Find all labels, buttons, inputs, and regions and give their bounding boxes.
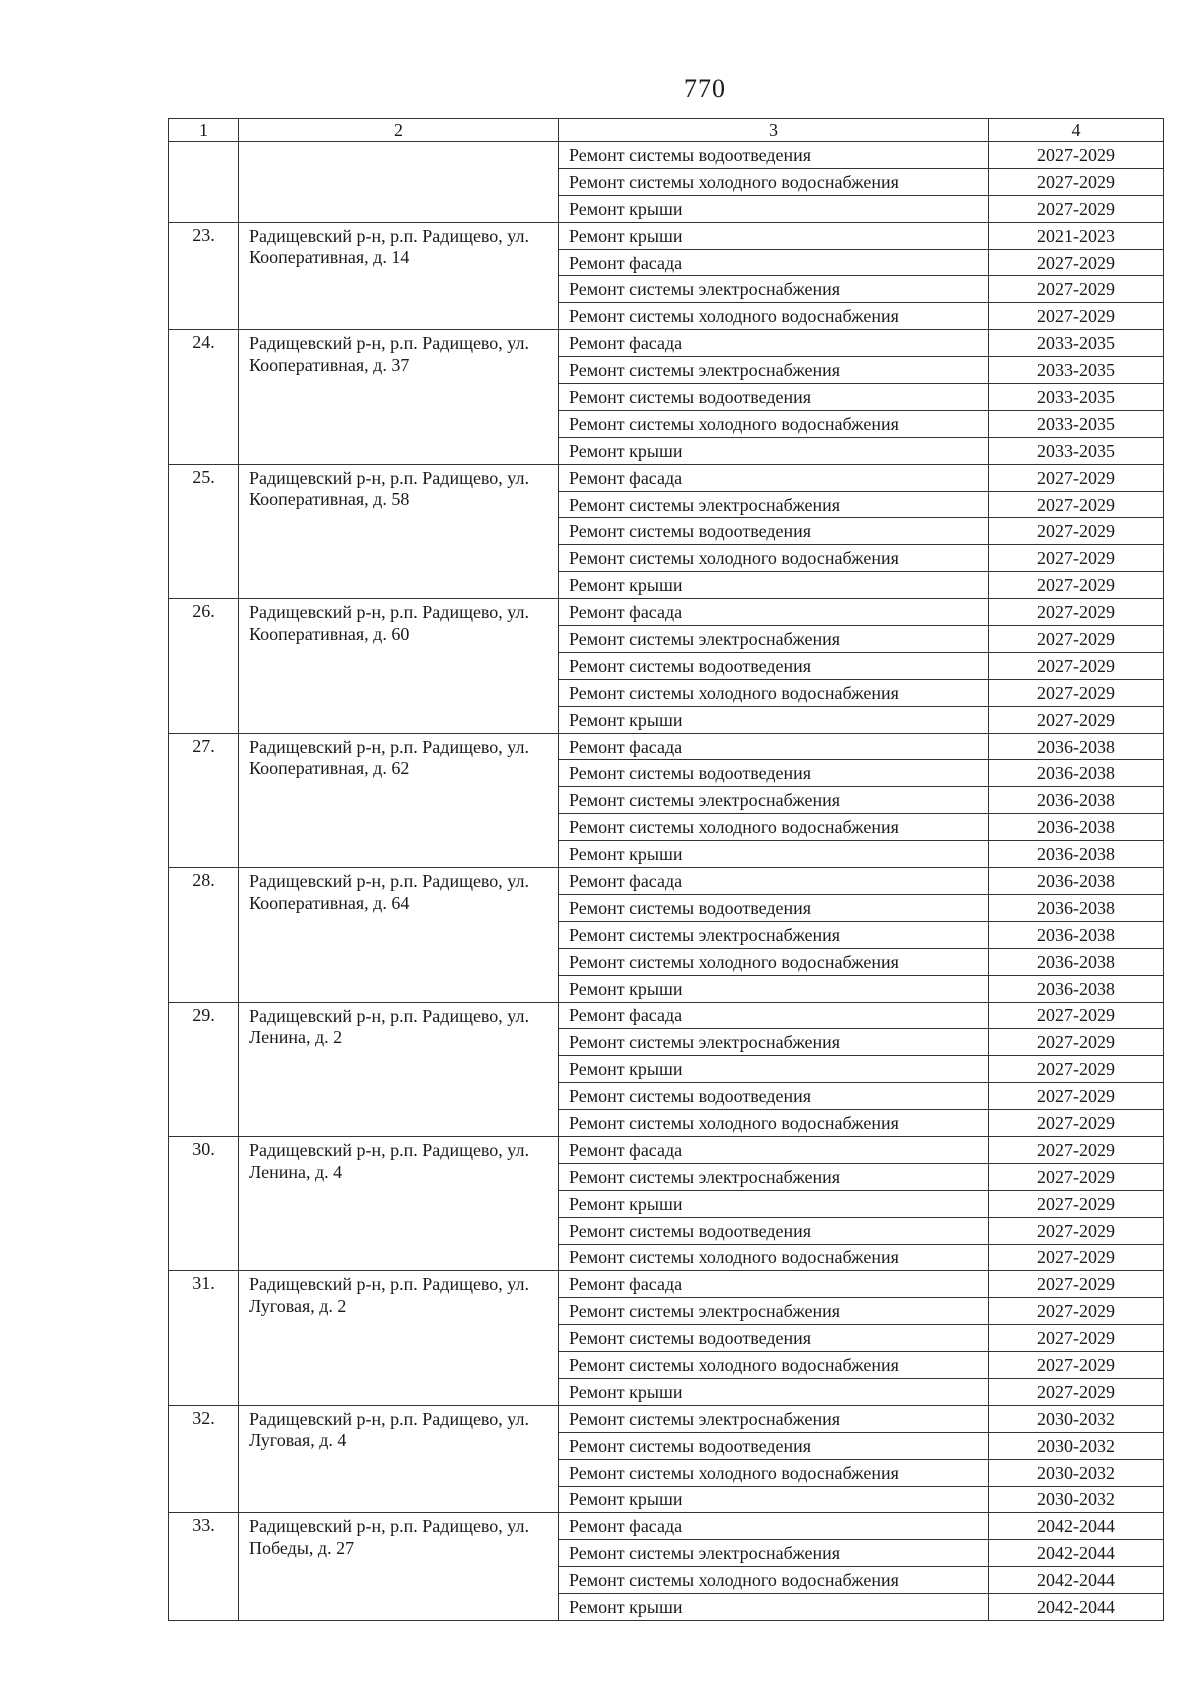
work-type-cell: Ремонт фасада xyxy=(559,599,989,626)
work-type-cell: Ремонт системы холодного водоснабжения xyxy=(559,814,989,841)
repair-schedule-table xyxy=(168,118,1164,1621)
work-type-cell: Ремонт крыши xyxy=(559,437,989,464)
period-cell: 2033-2035 xyxy=(989,330,1164,357)
work-type-cell: Ремонт фасада xyxy=(559,330,989,357)
period-cell: 2036-2038 xyxy=(989,787,1164,814)
period-cell: 2021-2023 xyxy=(989,222,1164,249)
period-cell: 2027-2029 xyxy=(989,249,1164,276)
work-type-cell: Ремонт системы холодного водоснабжения xyxy=(559,1567,989,1594)
work-type-cell: Ремонт крыши xyxy=(559,1594,989,1621)
table-row xyxy=(169,330,1164,357)
period-cell: 2027-2029 xyxy=(989,1325,1164,1352)
row-number-cell: 28. xyxy=(169,868,239,1002)
work-type-cell: Ремонт системы водоотведения xyxy=(559,652,989,679)
period-cell: 2036-2038 xyxy=(989,894,1164,921)
period-cell: 2033-2035 xyxy=(989,437,1164,464)
row-number-cell: 31. xyxy=(169,1271,239,1405)
address-cell: Радищевский р-н, р.п. Радищево, ул. Кооперативная, д. 64 xyxy=(239,868,559,1002)
period-cell: 2027-2029 xyxy=(989,195,1164,222)
work-type-cell: Ремонт фасада xyxy=(559,1002,989,1029)
work-type-cell: Ремонт системы холодного водоснабжения xyxy=(559,1352,989,1379)
work-type-cell: Ремонт системы электроснабжения xyxy=(559,1405,989,1432)
period-cell: 2027-2029 xyxy=(989,276,1164,303)
column-header: 3 xyxy=(559,119,989,142)
period-cell: 2042-2044 xyxy=(989,1567,1164,1594)
work-type-cell: Ремонт крыши xyxy=(559,1190,989,1217)
table-row xyxy=(169,868,1164,895)
address-cell: Радищевский р-н, р.п. Радищево, ул. Луговая, д. 2 xyxy=(239,1271,559,1405)
period-cell: 2027-2029 xyxy=(989,652,1164,679)
work-type-cell: Ремонт системы водоотведения xyxy=(559,1325,989,1352)
work-type-cell: Ремонт системы электроснабжения xyxy=(559,921,989,948)
table-row xyxy=(169,222,1164,249)
work-type-cell: Ремонт системы электроснабжения xyxy=(559,1029,989,1056)
work-type-cell: Ремонт фасада xyxy=(559,733,989,760)
row-number-cell: 33. xyxy=(169,1513,239,1621)
table-body xyxy=(169,119,1164,1621)
period-cell: 2036-2038 xyxy=(989,975,1164,1002)
work-type-cell: Ремонт системы холодного водоснабжения xyxy=(559,1110,989,1137)
period-cell: 2027-2029 xyxy=(989,1136,1164,1163)
address-cell: Радищевский р-н, р.п. Радищево, ул. Кооперативная, д. 60 xyxy=(239,599,559,733)
work-type-cell: Ремонт системы водоотведения xyxy=(559,1432,989,1459)
table-row xyxy=(169,1271,1164,1298)
period-cell: 2027-2029 xyxy=(989,1271,1164,1298)
column-header: 1 xyxy=(169,119,239,142)
period-cell: 2030-2032 xyxy=(989,1459,1164,1486)
work-type-cell: Ремонт крыши xyxy=(559,572,989,599)
period-cell: 2036-2038 xyxy=(989,868,1164,895)
address-cell: Радищевский р-н, р.п. Радищево, ул. Кооперативная, д. 62 xyxy=(239,733,559,867)
period-cell: 2030-2032 xyxy=(989,1486,1164,1513)
row-number-cell: 27. xyxy=(169,733,239,867)
work-type-cell: Ремонт системы водоотведения xyxy=(559,1083,989,1110)
period-cell: 2027-2029 xyxy=(989,679,1164,706)
row-number-cell: 24. xyxy=(169,330,239,464)
work-type-cell: Ремонт системы холодного водоснабжения xyxy=(559,1459,989,1486)
work-type-cell: Ремонт системы электроснабжения xyxy=(559,491,989,518)
period-cell: 2027-2029 xyxy=(989,168,1164,195)
row-number-cell: 25. xyxy=(169,464,239,598)
row-number-cell: 30. xyxy=(169,1136,239,1270)
column-header: 2 xyxy=(239,119,559,142)
table-row xyxy=(169,464,1164,491)
period-cell: 2027-2029 xyxy=(989,464,1164,491)
address-cell: Радищевский р-н, р.п. Радищево, ул. Кооперативная, д. 37 xyxy=(239,330,559,464)
period-cell: 2027-2029 xyxy=(989,1083,1164,1110)
work-type-cell: Ремонт крыши xyxy=(559,975,989,1002)
period-cell: 2036-2038 xyxy=(989,841,1164,868)
period-cell: 2027-2029 xyxy=(989,1298,1164,1325)
period-cell: 2027-2029 xyxy=(989,545,1164,572)
work-type-cell: Ремонт системы электроснабжения xyxy=(559,276,989,303)
period-cell: 2036-2038 xyxy=(989,733,1164,760)
address-cell xyxy=(239,142,559,223)
work-type-cell: Ремонт системы холодного водоснабжения xyxy=(559,1244,989,1271)
period-cell: 2027-2029 xyxy=(989,626,1164,653)
work-type-cell: Ремонт системы холодного водоснабжения xyxy=(559,410,989,437)
period-cell: 2027-2029 xyxy=(989,1217,1164,1244)
work-type-cell: Ремонт фасада xyxy=(559,868,989,895)
table-row xyxy=(169,1002,1164,1029)
table-row xyxy=(169,733,1164,760)
table-row xyxy=(169,142,1164,169)
work-type-cell: Ремонт системы холодного водоснабжения xyxy=(559,948,989,975)
period-cell: 2027-2029 xyxy=(989,572,1164,599)
period-cell: 2027-2029 xyxy=(989,1056,1164,1083)
period-cell: 2027-2029 xyxy=(989,518,1164,545)
period-cell: 2036-2038 xyxy=(989,921,1164,948)
work-type-cell: Ремонт системы электроснабжения xyxy=(559,626,989,653)
work-type-cell: Ремонт системы водоотведения xyxy=(559,1217,989,1244)
address-cell: Радищевский р-н, р.п. Радищево, ул. Ленина, д. 4 xyxy=(239,1136,559,1270)
period-cell: 2027-2029 xyxy=(989,142,1164,169)
work-type-cell: Ремонт крыши xyxy=(559,195,989,222)
work-type-cell: Ремонт фасада xyxy=(559,464,989,491)
table-row xyxy=(169,1513,1164,1540)
work-type-cell: Ремонт системы электроснабжения xyxy=(559,1163,989,1190)
period-cell: 2027-2029 xyxy=(989,599,1164,626)
period-cell: 2027-2029 xyxy=(989,491,1164,518)
column-header: 4 xyxy=(989,119,1164,142)
work-type-cell: Ремонт системы электроснабжения xyxy=(559,1540,989,1567)
work-type-cell: Ремонт системы водоотведения xyxy=(559,518,989,545)
work-type-cell: Ремонт системы холодного водоснабжения xyxy=(559,545,989,572)
table-row xyxy=(169,1405,1164,1432)
row-number-cell: 32. xyxy=(169,1405,239,1513)
address-cell: Радищевский р-н, р.п. Радищево, ул. Кооперативная, д. 14 xyxy=(239,222,559,330)
period-cell: 2033-2035 xyxy=(989,410,1164,437)
period-cell: 2027-2029 xyxy=(989,1352,1164,1379)
period-cell: 2036-2038 xyxy=(989,814,1164,841)
period-cell: 2042-2044 xyxy=(989,1513,1164,1540)
period-cell: 2027-2029 xyxy=(989,706,1164,733)
period-cell: 2036-2038 xyxy=(989,948,1164,975)
row-number-cell xyxy=(169,142,239,223)
work-type-cell: Ремонт крыши xyxy=(559,841,989,868)
period-cell: 2027-2029 xyxy=(989,1190,1164,1217)
work-type-cell: Ремонт системы холодного водоснабжения xyxy=(559,303,989,330)
period-cell: 2027-2029 xyxy=(989,1163,1164,1190)
row-number-cell: 29. xyxy=(169,1002,239,1136)
period-cell: 2033-2035 xyxy=(989,357,1164,384)
work-type-cell: Ремонт системы электроснабжения xyxy=(559,357,989,384)
work-type-cell: Ремонт системы электроснабжения xyxy=(559,787,989,814)
address-cell: Радищевский р-н, р.п. Радищево, ул. Луговая, д. 4 xyxy=(239,1405,559,1513)
table-row xyxy=(169,599,1164,626)
period-cell: 2030-2032 xyxy=(989,1405,1164,1432)
work-type-cell: Ремонт системы водоотведения xyxy=(559,384,989,411)
work-type-cell: Ремонт крыши xyxy=(559,1378,989,1405)
work-type-cell: Ремонт системы холодного водоснабжения xyxy=(559,168,989,195)
period-cell: 2027-2029 xyxy=(989,1244,1164,1271)
period-cell: 2030-2032 xyxy=(989,1432,1164,1459)
period-cell: 2027-2029 xyxy=(989,1029,1164,1056)
page-number: 770 xyxy=(684,74,726,103)
period-cell: 2033-2035 xyxy=(989,384,1164,411)
period-cell: 2042-2044 xyxy=(989,1594,1164,1621)
work-type-cell: Ремонт системы холодного водоснабжения xyxy=(559,679,989,706)
period-cell: 2027-2029 xyxy=(989,1378,1164,1405)
work-type-cell: Ремонт фасада xyxy=(559,1136,989,1163)
work-type-cell: Ремонт системы водоотведения xyxy=(559,760,989,787)
period-cell: 2027-2029 xyxy=(989,303,1164,330)
address-cell: Радищевский р-н, р.п. Радищево, ул. Ленина, д. 2 xyxy=(239,1002,559,1136)
table-row xyxy=(169,1136,1164,1163)
work-type-cell: Ремонт крыши xyxy=(559,706,989,733)
address-cell: Радищевский р-н, р.п. Радищево, ул. Победы, д. 27 xyxy=(239,1513,559,1621)
address-cell: Радищевский р-н, р.п. Радищево, ул. Кооперативная, д. 58 xyxy=(239,464,559,598)
work-type-cell: Ремонт системы водоотведения xyxy=(559,894,989,921)
work-type-cell: Ремонт крыши xyxy=(559,222,989,249)
period-cell: 2027-2029 xyxy=(989,1110,1164,1137)
row-number-cell: 26. xyxy=(169,599,239,733)
work-type-cell: Ремонт фасада xyxy=(559,1513,989,1540)
work-type-cell: Ремонт фасада xyxy=(559,249,989,276)
period-cell: 2027-2029 xyxy=(989,1002,1164,1029)
period-cell: 2036-2038 xyxy=(989,760,1164,787)
work-type-cell: Ремонт крыши xyxy=(559,1056,989,1083)
row-number-cell: 23. xyxy=(169,222,239,330)
work-type-cell: Ремонт крыши xyxy=(559,1486,989,1513)
period-cell: 2042-2044 xyxy=(989,1540,1164,1567)
work-type-cell: Ремонт фасада xyxy=(559,1271,989,1298)
work-type-cell: Ремонт системы водоотведения xyxy=(559,142,989,169)
work-type-cell: Ремонт системы электроснабжения xyxy=(559,1298,989,1325)
header-row xyxy=(169,119,1164,142)
